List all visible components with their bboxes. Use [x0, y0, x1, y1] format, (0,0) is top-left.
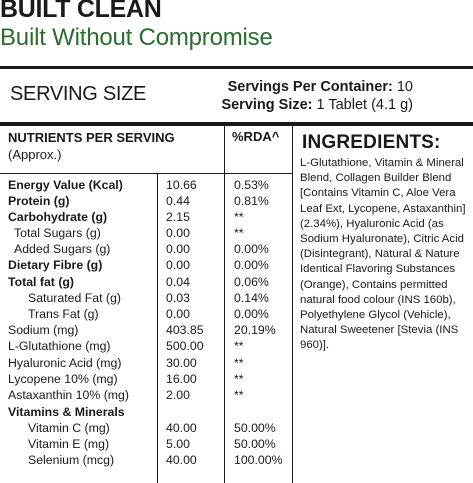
brand-title: BUILT CLEAN	[0, 0, 162, 23]
nutrient-name: Lycopene 10% (mg)	[8, 372, 118, 386]
table-row	[0, 355, 293, 371]
nutrient-rda: **	[234, 372, 244, 386]
serving-size-key: Serving Size:	[221, 97, 313, 113]
nutrition-panel	[0, 66, 473, 480]
nutrient-rda: **	[234, 388, 244, 402]
servings-per-container-label: Servings Per Container:	[227, 79, 393, 95]
nutrient-rda: 0.81%	[234, 194, 269, 208]
nutrient-amount: 2.15	[166, 210, 190, 224]
nutrient-amount: 0.00	[166, 258, 190, 272]
nutrient-name: Vitamins & Minerals	[8, 405, 125, 419]
nutrient-rda: **	[234, 339, 244, 353]
nutrients-header	[8, 129, 175, 163]
table-row	[0, 338, 293, 354]
nutrient-rda: 20.19%	[234, 323, 276, 337]
brand-subtitle: Built Without Compromise	[0, 24, 273, 51]
nutrient-amount: 10.66	[166, 178, 197, 192]
servings-per-container-value: 10	[396, 79, 413, 95]
table-row	[0, 420, 293, 436]
serving-size-value: 1 Tablet (4.1 g)	[316, 97, 413, 113]
nutrient-name: Astaxanthin 10% (mg)	[8, 388, 129, 402]
table-row	[0, 177, 293, 193]
table-row	[0, 290, 293, 306]
nutrient-name: Vitamin C (mg)	[28, 421, 110, 435]
nutrient-rda: **	[234, 210, 244, 224]
nutrient-amount: 40.00	[166, 453, 197, 467]
nutrient-rda: 50.00%	[234, 421, 276, 435]
nutrient-rda: 0.14%	[234, 291, 269, 305]
nutrient-rda: 0.00%	[234, 242, 269, 256]
nutrient-amount: 403.85	[166, 323, 204, 337]
nutrient-rda: **	[234, 226, 244, 240]
table-row	[0, 306, 293, 322]
nutrient-name: Carbohydrate (g)	[8, 210, 108, 224]
table-row	[0, 371, 293, 387]
nutrient-amount: 40.00	[166, 421, 197, 435]
serving-info	[221, 78, 413, 114]
nutrient-amount: 16.00	[166, 372, 197, 386]
nutrient-rda: 0.00%	[234, 258, 269, 272]
ingredients-text: L-Glutathione, Vitamin & Mineral Blend, Collagen Builder Blend [Contains Vitamin C, Aloe Vera Leaf Ext, Lycopene, Astaxanthin] (2.34%), Hyaluronic Acid (as Sodium Hyaluronate), Citric Acid (Disintegrant), Natural & Nature Identical Flavoring Substances (Orange), Contains permitted natural food colour (INS 160b), Polyethylene Glycol (Vehicle), Natural Sweetener [Stevia (INS 960)].	[300, 157, 466, 352]
nutrient-amount: 30.00	[166, 356, 197, 370]
nutrient-amount: 500.00	[166, 339, 204, 353]
rda-header: %RDA^	[232, 129, 280, 144]
nutrient-rda: 0.06%	[234, 275, 269, 289]
nutrient-amount: 0.03	[166, 291, 190, 305]
nutrient-name: Total Sugars (g)	[14, 226, 101, 240]
table-row	[0, 322, 293, 338]
nutrient-name: Energy Value (Kcal)	[8, 178, 123, 192]
nutrition-table	[0, 126, 293, 483]
nutrient-amount: 0.00	[166, 242, 190, 256]
nutrient-name: Hyaluronic Acid (mg)	[8, 356, 122, 370]
header-divider	[0, 173, 293, 174]
ingredients-title: INGREDIENTS:	[302, 132, 441, 153]
nutrient-name: L-Glutathione (mg)	[8, 339, 111, 353]
nutrient-amount: 0.04	[166, 275, 190, 289]
table-row	[0, 274, 293, 290]
nutrient-rda: 100.00%	[234, 453, 283, 467]
nutrient-name: Protein (g)	[8, 194, 70, 208]
nutrient-amount: 0.00	[166, 307, 190, 321]
table-row	[0, 436, 293, 452]
nutrient-name: Total fat (g)	[8, 275, 75, 289]
nutrient-amount: 5.00	[166, 437, 190, 451]
nutrient-name: Added Sugars (g)	[14, 242, 111, 256]
table-row	[0, 193, 293, 209]
nutrient-rda: 50.00%	[234, 437, 276, 451]
nutrient-name: Sodium (mg)	[8, 323, 79, 337]
table-row	[0, 225, 293, 241]
serving-size-label: SERVING SIZE	[10, 83, 147, 105]
nutrient-amount: 2.00	[166, 388, 190, 402]
nutrient-amount: 0.44	[166, 194, 190, 208]
serving-size-line	[221, 96, 413, 114]
nutrient-rda: 0.53%	[234, 178, 269, 192]
table-row	[0, 257, 293, 273]
nutrient-name: Dietary Fibre (g)	[8, 258, 103, 272]
nutrient-rda: 0.00%	[234, 307, 269, 321]
table-row	[0, 209, 293, 225]
nutrient-name: Saturated Fat (g)	[28, 291, 121, 305]
nutrients-header-label: NUTRIENTS PER SERVING	[8, 130, 175, 145]
nutrient-rda: **	[234, 356, 244, 370]
table-row	[0, 241, 293, 257]
nutrient-name: Vitamin E (mg)	[28, 437, 110, 451]
nutrient-amount: 0.00	[166, 226, 190, 240]
approx-label: (Approx.)	[8, 147, 62, 162]
nutrient-name: Trans Fat (g)	[28, 307, 99, 321]
table-row	[0, 387, 293, 403]
table-row	[0, 452, 293, 468]
nutrient-name: Selenium (mcg)	[28, 453, 115, 467]
table-row	[0, 404, 293, 420]
servings-per-container	[221, 78, 413, 96]
